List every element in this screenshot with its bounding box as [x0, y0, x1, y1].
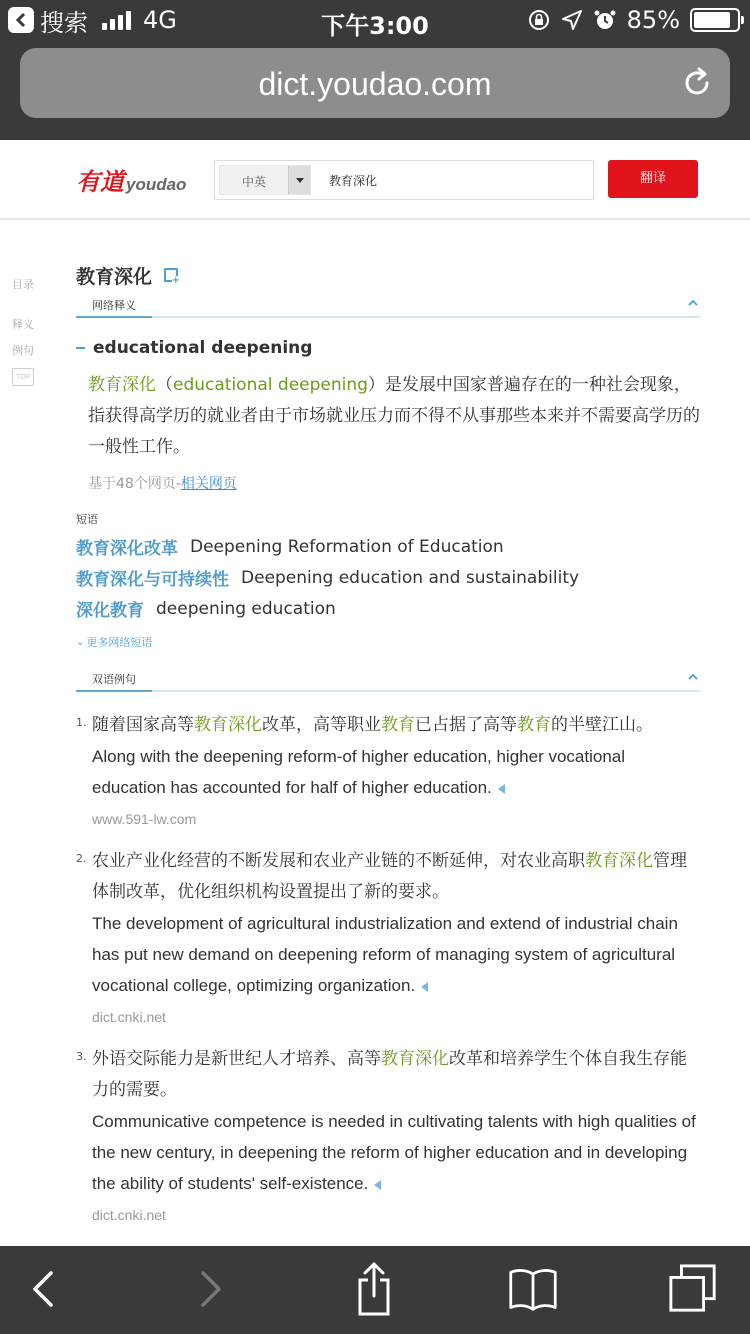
- more-phrases-label[interactable]: 更多网络短语: [86, 636, 153, 649]
- paren-close: ）: [367, 375, 385, 395]
- phrase-en: Deepening education and sustainability: [241, 567, 580, 588]
- example-en-text: Communicative competence is needed in cultivating talents with high qualities of the new century, in deepening the reform of higher education and in developing the ability of students' self-existence.: [92, 1112, 696, 1193]
- web-definition: [76, 334, 700, 493]
- example-en: [92, 908, 700, 1001]
- battery-fill: [694, 12, 730, 28]
- browser-toolbar: [0, 40, 750, 140]
- nav-examples[interactable]: 例句: [12, 344, 34, 357]
- chevron-left-icon: [29, 1269, 57, 1309]
- web-def-source: [76, 473, 700, 493]
- location-icon: [561, 9, 583, 31]
- example-cn-text: 外语交际能力是新世纪人才培养、高等: [92, 1049, 381, 1069]
- book-icon: [508, 1265, 558, 1313]
- example-cn: [92, 1044, 700, 1106]
- collapse-minus-icon[interactable]: [76, 347, 85, 349]
- example-cn-text: 管理体制改革，优化组织机构设置提出了新的要求。: [92, 851, 687, 902]
- example-en-text: The development of agricultural industrialization and extend of industrial chain has put new demand on deepening reform of managing system of agricultural vocational college, optimizing organization.: [92, 914, 678, 995]
- example-cn-text: 改革和培养学生个体自我生存能力的需要。: [92, 1049, 687, 1100]
- example-en: [92, 1106, 700, 1199]
- status-right: [527, 6, 740, 34]
- logo-en: youdao: [126, 175, 187, 194]
- url-bar[interactable]: [20, 48, 730, 118]
- share-icon: [354, 1262, 394, 1316]
- example-cn-text: 的半壁江山。: [551, 715, 653, 735]
- phrase-row: [76, 562, 700, 593]
- example-number: 1.: [76, 716, 87, 729]
- example-cn-text: 已占据了高等: [415, 715, 517, 735]
- nav-definition[interactable]: 释义: [12, 318, 34, 331]
- example-number: 2.: [76, 852, 87, 865]
- web-def-explanation: 是发展中国家普遍存在的一种社会现象，指获得高学历的就业者由于市场就业压力而不得不从事那些本来并不需要高学历的一般性工作。: [88, 375, 700, 457]
- youdao-header: [0, 140, 750, 220]
- network-type: 4G: [143, 6, 177, 34]
- speaker-icon[interactable]: [374, 1180, 381, 1190]
- logo-cn: 有道: [76, 170, 124, 196]
- back-to-top-icon[interactable]: TOP: [12, 368, 34, 386]
- chevron-up-icon[interactable]: [688, 672, 698, 682]
- chevron-right-icon: [197, 1269, 225, 1309]
- translate-button[interactable]: 翻译: [608, 160, 698, 198]
- example-item: [76, 710, 700, 827]
- more-phrases-link[interactable]: [76, 634, 700, 650]
- example-cn-text: 改革，高等职业: [262, 715, 381, 735]
- reload-icon[interactable]: [680, 66, 714, 100]
- bookmarks-button[interactable]: [508, 1264, 558, 1314]
- example-en: [92, 741, 700, 803]
- example-cn-text: 随着国家高等: [92, 715, 194, 735]
- example-item: [76, 1044, 700, 1223]
- example-source[interactable]: www.591-lw.com: [92, 811, 197, 827]
- phrase-row: [76, 531, 700, 562]
- bilingual-header: [76, 668, 700, 692]
- speaker-icon[interactable]: [498, 784, 505, 794]
- phrase-cn-link[interactable]: 教育深化与可持续性: [76, 570, 229, 590]
- nav-toc[interactable]: 目录: [12, 278, 34, 291]
- youdao-logo[interactable]: [76, 162, 186, 197]
- back-button[interactable]: [18, 1264, 68, 1314]
- language-label: 中英: [242, 175, 267, 189]
- highlighted-term: 教育深化: [381, 1049, 449, 1069]
- share-button[interactable]: [349, 1264, 399, 1314]
- highlighted-term: 教育: [381, 715, 415, 735]
- example-en-text: Along with the deepening reform-of higher education, higher vocational education has accounted for half of higher education.: [92, 747, 626, 797]
- speaker-icon[interactable]: [421, 982, 428, 992]
- source-prefix: 基于48个网页-: [88, 476, 181, 492]
- highlighted-term: 教育: [517, 715, 551, 735]
- side-nav: [12, 276, 52, 386]
- main-content: [76, 260, 700, 1242]
- url-text[interactable]: dict.youdao.com: [258, 66, 492, 102]
- example-item: [76, 846, 700, 1025]
- status-time: 下午3:00: [321, 12, 429, 40]
- example-number: 3.: [76, 1050, 87, 1063]
- chevron-down-icon[interactable]: [288, 166, 310, 194]
- language-select[interactable]: [219, 165, 311, 195]
- phrase-title: 短语: [76, 513, 98, 526]
- related-pages-link[interactable]: 相关网页: [180, 476, 237, 492]
- back-app-label[interactable]: 搜索: [40, 8, 88, 37]
- tabs-icon: [668, 1263, 718, 1315]
- web-def-cn-term: 教育深化: [88, 375, 156, 395]
- phrase-cn-link[interactable]: 深化教育: [76, 601, 144, 621]
- example-cn-text: 农业产业化经营的不断发展和农业产业链的不断延伸，对农业高职: [92, 851, 585, 871]
- phrase-cn-link[interactable]: 教育深化改革: [76, 539, 178, 559]
- phrase-row: [76, 593, 700, 624]
- phrase-en: Deepening Reformation of Education: [190, 536, 504, 557]
- phrase-list: [76, 531, 700, 624]
- highlighted-term: 教育深化: [194, 715, 262, 735]
- web-def-en-term: educational deepening: [173, 375, 368, 395]
- forward-button[interactable]: [186, 1264, 236, 1314]
- web-def-body: [76, 370, 700, 463]
- alarm-icon: [593, 8, 617, 32]
- highlighted-term: 教育深化: [585, 851, 653, 871]
- example-cn: [92, 710, 700, 741]
- battery-percent: 85%: [626, 6, 680, 34]
- rotation-lock-icon: [527, 8, 551, 32]
- tab-web-definition[interactable]: 网络释义: [76, 297, 152, 318]
- example-source[interactable]: dict.cnki.net: [92, 1009, 166, 1025]
- add-to-wordbook-icon[interactable]: [164, 268, 178, 282]
- chevron-up-icon[interactable]: [688, 298, 698, 308]
- example-source[interactable]: dict.cnki.net: [92, 1207, 166, 1223]
- tabs-button[interactable]: [668, 1264, 718, 1314]
- double-chevron-down-icon: ⌄: [76, 636, 85, 648]
- safari-bottom-toolbar: [0, 1246, 750, 1334]
- search-input[interactable]: [329, 173, 579, 187]
- status-bar: [0, 0, 750, 40]
- example-cn: [92, 846, 700, 908]
- web-def-term: educational deepening: [93, 338, 313, 358]
- word-heading: [76, 260, 700, 290]
- example-list: [76, 710, 700, 1223]
- word-title: 教育深化: [76, 265, 153, 288]
- bilingual-section: [76, 668, 700, 1223]
- search-box: [214, 160, 594, 200]
- paren-open: （: [156, 375, 173, 395]
- battery-icon: [690, 8, 740, 32]
- tab-bilingual-examples[interactable]: 双语例句: [76, 671, 152, 692]
- phrase-en: deepening education: [156, 598, 336, 619]
- web-def-head: [76, 334, 700, 362]
- web-definition-header: [76, 294, 700, 318]
